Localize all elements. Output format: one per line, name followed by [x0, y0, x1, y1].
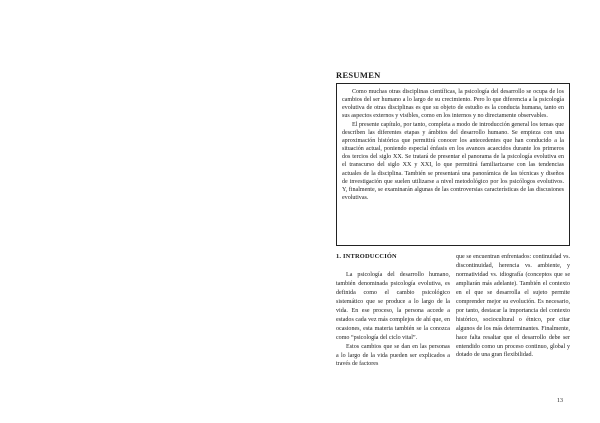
- left-column: [336, 253, 450, 369]
- page-number: 13: [557, 398, 563, 404]
- intro-paragraph-1: La psicología del desarrollo humano, también denominada psicología evolutiva, es definida como el cambio psicológico sistemático que se produce a lo largo de la vida. En ese proceso, la persona accede a estados cada vez más complejos de ahí que, en ocasiones, esta materia también se la conozca como “psicología del ciclo vital”.: [336, 271, 450, 341]
- resumen-paragraph-1: Como muchas otras disciplinas científicas, la psicología del desarrollo se ocupa de los cambios del ser humano a lo largo de su crecimiento. Pero lo que diferencia a la psicología evolutiva de otras disciplinas es que su objeto de estudio es la conducta humana, tanto en sus aspectos externos y visibles, como en los internos y no directamente observables.: [342, 89, 564, 120]
- resumen-box: [336, 83, 570, 246]
- section-heading: 1. INTRODUCCIÓN: [336, 253, 397, 260]
- resumen-title: RESUMEN: [336, 70, 381, 80]
- right-column: [456, 253, 570, 360]
- intro-paragraph-2: Estos cambios que se dan en las personas a lo largo de la vida pueden ser explicados a través de factores: [336, 343, 450, 368]
- resumen-paragraph-2: El presente capítulo, por tanto, completa a modo de introducción general los temas que describen las diferentes etapas y ámbitos del desarrollo humano. Se empieza con una aproximación histórica que permitirá conocer los antecedentes que han conducido a la situación actual, poniendo especial énfasis en los avances acaecidos durante los primeros dos tercios del siglo XX. Se tratará de presentar el panorama de la psicología evolutiva en el transcurso del siglo XX y XXI, lo que permitirá familiarizarse con las tendencias actuales de la disciplina. También se presentará una panorámica de las técnicas y diseños de investigación que suelen utilizarse a nivel metodológico por los psicólogos evolutivos. Y, finalmente, se examinarán algunas de las controversias características de las discusiones evolutivas.: [342, 121, 564, 202]
- intro-paragraph-continued: que se encuentran enfrentados: continuidad vs. discontinuidad, herencia vs. ambiente, y normatividad vs. idiografía (conceptos que se ampliarán más adelante). También el contexto en el que se desarrolla el sujeto permite comprender mejor su evolución. Es necesario, por tanto, destacar la importancia del contexto histórico, sociocultural o étnico, por citar algunos de los más determinantes. Finalmente, hace falta resaltar que el desarrollo debe ser entendido como un proceso continuo, global y dotado de una gran flexibilidad.: [456, 254, 570, 359]
